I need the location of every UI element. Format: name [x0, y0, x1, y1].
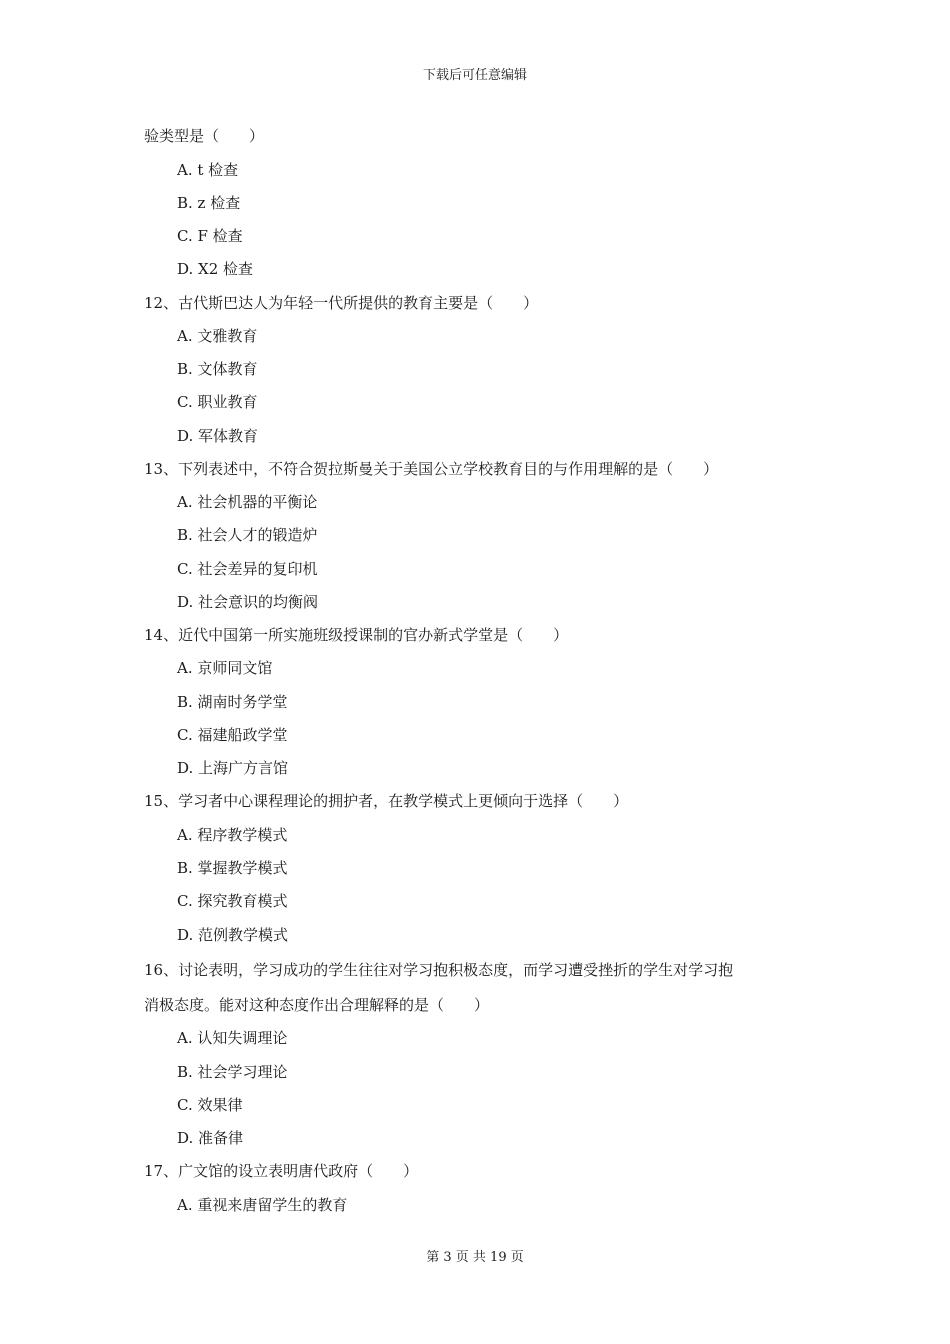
option-text: A. 京师同文馆 [177, 659, 273, 677]
question-text-continued: 消极态度。能对这种态度作出合理解释的是（ ） [144, 996, 490, 1014]
option-text: D. 上海广方言馆 [177, 759, 289, 777]
option-text: A. 程序教学模式 [177, 826, 288, 844]
question-text: 验类型是（ ） [144, 127, 265, 145]
option-text: B. z 检查 [177, 194, 241, 212]
option-text: D. X2 检查 [177, 260, 254, 278]
option-text: A. 重视来唐留学生的教育 [177, 1196, 348, 1214]
option-text: D. 范例教学模式 [177, 926, 289, 944]
option-text: A. 文雅教育 [177, 327, 258, 345]
question-text: 12、古代斯巴达人为年轻一代所提供的教育主要是（ ） [144, 294, 539, 312]
option-text: A. t 检查 [177, 161, 239, 179]
page-footer: 第 3 页 共 19 页 [426, 1250, 524, 1265]
page-header: 下载后可任意编辑 [422, 68, 527, 83]
option-text: C. 福建船政学堂 [177, 726, 288, 744]
question-text: 14、近代中国第一所实施班级授课制的官办新式学堂是（ ） [144, 626, 569, 644]
option-text: C. 探究教育模式 [177, 892, 288, 910]
option-text: B. 湖南时务学堂 [177, 693, 288, 711]
option-text: A. 社会机器的平衡论 [177, 493, 318, 511]
option-text: B. 文体教育 [177, 360, 258, 378]
option-text: B. 社会人才的锻造炉 [177, 526, 318, 544]
option-text: C. F 检查 [177, 227, 243, 245]
option-text: D. 军体教育 [177, 427, 259, 445]
question-text: 15、学习者中心课程理论的拥护者，在教学模式上更倾向于选择（ ） [144, 792, 629, 810]
option-text: D. 社会意识的均衡阀 [177, 593, 319, 611]
option-text: A. 认知失调理论 [177, 1029, 288, 1047]
option-text: B. 掌握教学模式 [177, 859, 288, 877]
option-text: C. 效果律 [177, 1096, 243, 1114]
question-text: 16、讨论表明，学习成功的学生往往对学习抱积极态度，而学习遭受挫折的学生对学习抱 [144, 961, 734, 979]
question-text: 17、广文馆的设立表明唐代政府（ ） [144, 1162, 419, 1180]
option-text: C. 社会差异的复印机 [177, 560, 318, 578]
option-text: C. 职业教育 [177, 393, 258, 411]
option-text: B. 社会学习理论 [177, 1063, 288, 1081]
question-text: 13、下列表述中，不符合贺拉斯曼关于美国公立学校教育目的与作用理解的是（ ） [144, 460, 719, 478]
option-text: D. 准备律 [177, 1129, 244, 1147]
